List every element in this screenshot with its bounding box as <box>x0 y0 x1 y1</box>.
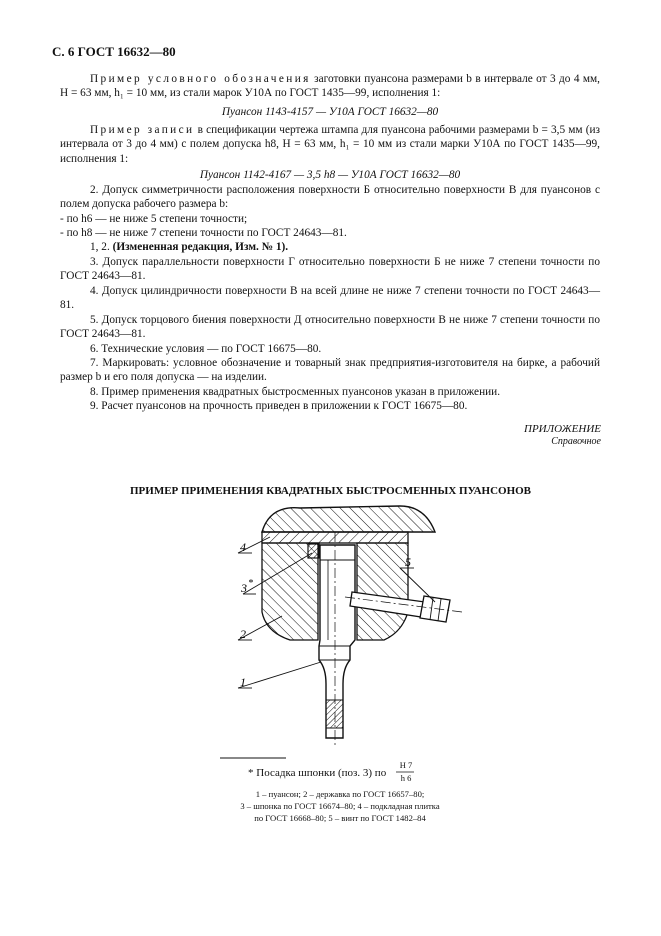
amendment-prefix: 1, 2. <box>90 241 110 253</box>
item-7: 7. Маркировать: условное обозначение и товарный знак предприятия-изготовителя на бирке, а рабочий размер b и его поля допуска — на изделии. <box>60 357 600 384</box>
footnote-denominator: h 6 <box>400 773 412 783</box>
legend-line-2: 3 – шпонка по ГОСТ 16674–80; 4 – подкладная плитка <box>240 801 440 811</box>
label-1: 1 <box>240 675 246 689</box>
label-4: 4 <box>240 540 246 554</box>
example-text: заготовки пуансона размерами b в интервале от 3 до 4 мм, H = 63 мм, h₁ = 10 мм, из стали марок У10А по ГОСТ 1435—99, исполнения 1: <box>60 73 600 100</box>
label-5: 5 <box>405 555 411 569</box>
label-3-star: * <box>248 578 253 589</box>
example-lead: Пример условного обозначения <box>90 73 311 85</box>
item-4: 4. Допуск цилиндричности поверхности В на всей длине не ниже 7 степени точности по ГОСТ 24643—81. <box>60 285 600 312</box>
upper-plate <box>262 506 435 532</box>
example-formula: Пуансон 1143-4157 — У10А ГОСТ 16632—80 <box>221 106 439 118</box>
record-formula: Пуансон 1142-4167 — 3,5 h8 — У10А ГОСТ 16632—80 <box>199 169 461 181</box>
item-2b: - по h8 — не ниже 7 степени точности по ГОСТ 24643—81. <box>60 227 347 239</box>
legend-line-3: по ГОСТ 16668–80; 5 – винт по ГОСТ 1482–84 <box>254 813 426 823</box>
item-8: 8. Пример применения квадратных быстросменных пуансонов указан в приложении. <box>90 386 501 398</box>
record-lead: Пример записи <box>90 124 195 136</box>
item-2a: - по h6 — не ниже 5 степени точности; <box>60 213 248 225</box>
record-text: в спецификации чертежа штампа для пуансона рабочими размерами b = 3,5 мм (из интервала от 3 до 4 мм) с полем допуска h8, H = 63 мм, h₁ = 10 мм из стали марки У10А по ГОСТ 1435—99, исполнения 1: <box>60 124 601 165</box>
item-2: 2. Допуск симметричности расположения поверхности Б относительно поверхности В для пуансонов с полем допуска рабочего размера b: <box>60 184 600 211</box>
item-5: 5. Допуск торцового биения поверхности Д относительно поверхности В не ниже 7 степени точности по ГОСТ 24643—81. <box>60 314 600 341</box>
item-9: 9. Расчет пуансонов на прочность приведен в приложении к ГОСТ 16675—80. <box>90 400 468 412</box>
page-header: С. 6 ГОСТ 16632—80 <box>52 44 176 59</box>
footnote-numerator: H 7 <box>399 760 413 770</box>
label-3: 3 <box>241 581 247 595</box>
drawing-title: ПРИМЕР ПРИМЕНЕНИЯ КВАДРАТНЫХ БЫСТРОСМЕННЫХ ПУАНСОНОВ <box>129 485 532 497</box>
appendix-subtitle: Справочное <box>551 436 601 447</box>
appendix-title: ПРИЛОЖЕНИЕ <box>524 423 601 435</box>
punch <box>319 532 355 748</box>
item-6: 6. Технические условия — по ГОСТ 16675—80. <box>90 343 322 355</box>
key <box>308 544 319 558</box>
item-3: 3. Допуск параллельности поверхности Г относительно поверхности Б не ниже 7 степени точности по ГОСТ 24643—81. <box>60 256 600 283</box>
legend-line-1: 1 – пуансон; 2 – державка по ГОСТ 16657–80; <box>255 789 425 799</box>
label-2: 2 <box>240 627 246 641</box>
footnote-text: * Посадка шпонки (поз. 3) по <box>248 767 387 779</box>
amendment-note: (Измененная редакция, Изм. № 1). <box>112 241 289 253</box>
